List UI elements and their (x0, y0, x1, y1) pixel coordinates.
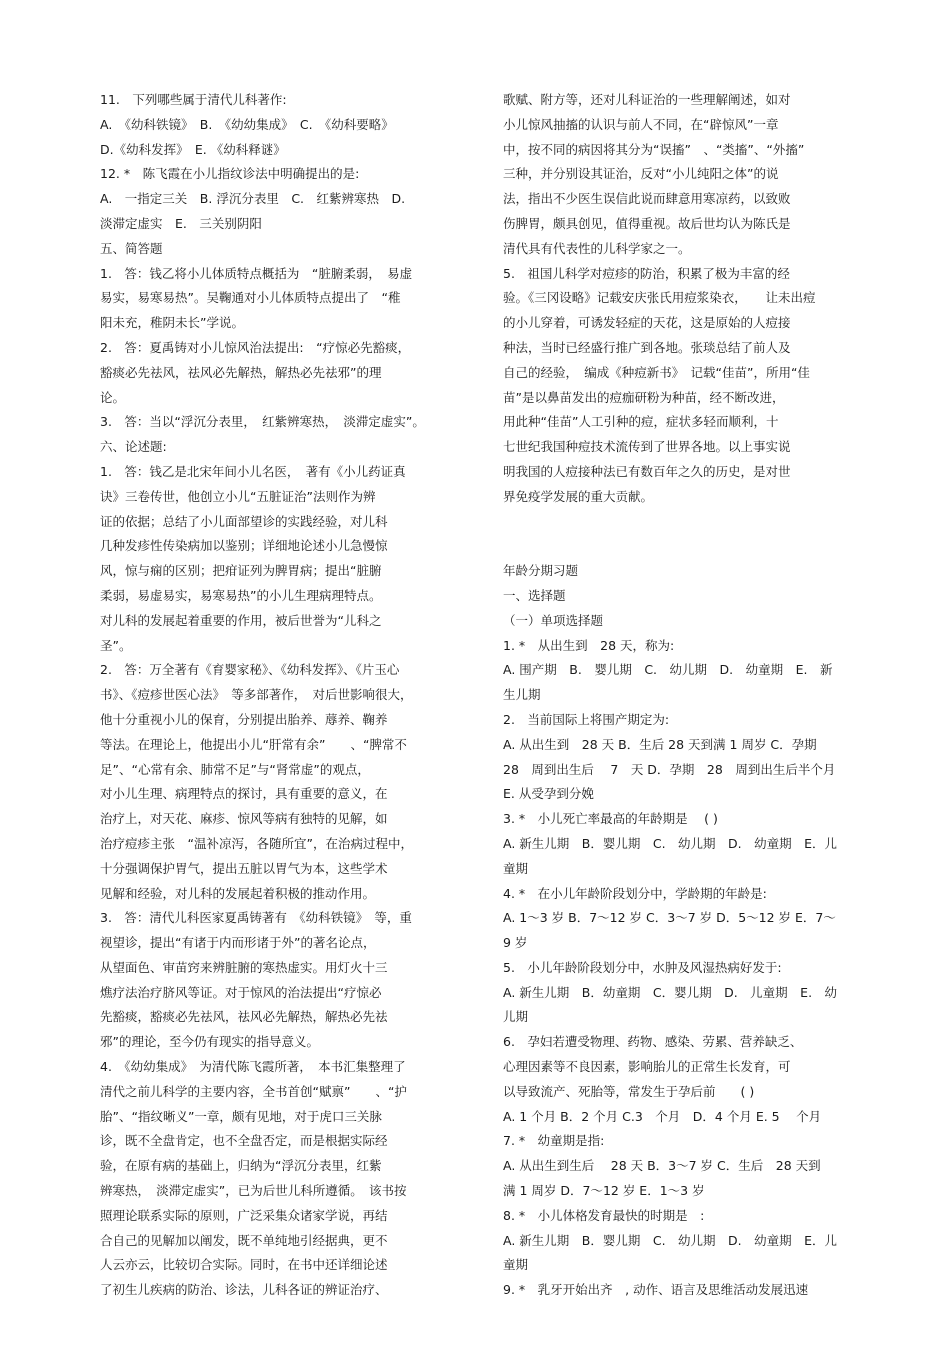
right-column-bottom-line: 以导致流产、死胎等，常发生于孕后前 ( ) (503, 1083, 755, 1099)
left-column-line: 证的依据；总结了小儿面部望诊的实践经验，对儿科 (100, 513, 388, 529)
right-column-top-line: 自己的经验， 编成《种痘新书》 记载“佳苗”，所用“佳 (503, 364, 810, 380)
left-column-line: 淡滞定虚实 E. 三关别阴阳 (100, 215, 262, 231)
right-column-bottom-line: 心理因素等不良因素，影响胎儿的正常生长发育，可 (503, 1059, 791, 1075)
left-column-line: 易实，易寒易热”。吴鞠通对小儿体质特点提出了 “稚 (100, 290, 401, 306)
right-column-top-line: 用此种“佳苗”人工引种的痘，症状多轻而顺利，十 (503, 414, 779, 430)
right-column-top-line: 伤脾胃，颇具创见，值得重视。故后世均认为陈氏是 (503, 215, 791, 231)
left-column-line: 视望诊，提出“有诸于内而形诸于外”的著名论点， (100, 935, 376, 951)
left-column-line: A. 一指定三关 B. 浮沉分表里 C. 红紫辨寒热 D. (100, 191, 406, 207)
right-column-bottom-line: 年龄分期习题 (503, 563, 579, 579)
left-column-line: 对儿科的发展起着重要的作用，被后世誉为“儿科之 (100, 612, 382, 628)
right-column-bottom-line: A. 新生儿期 B．幼童期 C．婴儿期 D. 儿童期 E. 幼 (503, 984, 838, 1000)
right-column-bottom-line: 9 岁 (503, 935, 528, 951)
right-column-top-line: 种法，当时已经盛行推广到各地。张琰总结了前人及 (503, 339, 791, 355)
right-column-top-line: 中，按不同的病因将其分为“误搐” 、“类搐”、“外搐” (503, 141, 805, 157)
right-column-top-line: 七世纪我国种痘技术流传到了世界各地。以上事实说 (503, 439, 791, 455)
right-column-bottom-line: A. 新生儿期 B．婴儿期 C. 幼儿期 D. 幼童期 E．儿 (503, 835, 838, 851)
left-column-line: 3. 答：清代儿科医家夏禹铸著有 《幼科铁镜》 等，重 (100, 910, 412, 926)
right-column-top-line: 界免疫学发展的重大贡献。 (503, 488, 654, 504)
left-column-line: 六、论述题: (100, 439, 167, 455)
right-column-bottom-line: A. 新生儿期 B．婴儿期 C. 幼儿期 D. 幼童期 E．儿 (503, 1232, 838, 1248)
left-column-line: 治疗痘疹主张 “温补凉泻，各随所宜”，在治病过程中， (100, 835, 413, 851)
right-column-bottom-line: 7. * 幼童期是指: (503, 1133, 605, 1149)
left-column (100, 88, 435, 1303)
right-column-bottom-line: 9. * 乳牙开始出齐 , 动作、语言及思维活动发展迅速 (503, 1282, 809, 1298)
right-column-bottom-line: 5. 小儿年龄阶段划分中，水肿及风湿热病好发于: (503, 959, 782, 975)
right-column-bottom-line: 满 1 周岁 D．7～12 岁 E．1～3 岁 (503, 1183, 705, 1199)
section-spacer (503, 510, 838, 535)
left-column-line: 诊，既不全盘肯定，也不全盘否定，而是根据实际经 (100, 1133, 388, 1149)
left-column-line: 豁痰必先祛风，祛风必先解热，解热必先祛邪”的理 (100, 364, 382, 380)
right-column-bottom-line: 一、选择题 (503, 587, 566, 603)
left-column-line: 1. 答：钱乙是北宋年间小儿名医， 著有《小儿药证真 (100, 463, 406, 479)
right-column-top-line: 验。《三冈设略》记载安庆张氏用痘浆染衣， 让未出痘 (503, 290, 816, 306)
left-column-line: 圣”。 (100, 637, 132, 653)
left-column-line: 4. 《幼幼集成》 为清代陈飞霞所著， 本书汇集整理了 (100, 1059, 406, 1075)
right-column-bottom-line: 2. 当前国际上将围产期定为: (503, 711, 670, 727)
left-column-line: 治疗上，对天花、麻疹、惊风等病有独特的见解，如 (100, 811, 388, 827)
right-column-bottom-line: 儿期 (503, 1009, 529, 1025)
right-column-bottom-line: A. 1～3 岁 B．7～12 岁 C．3～7 岁 D．5～12 岁 E．7～ (503, 910, 836, 926)
left-column-line: 风，惊与痫的区别；把疳证列为脾胃病；提出“脏腑 (100, 563, 382, 579)
left-column-line: 合自己的见解加以阐发，既不单纯地引经据典，更不 (100, 1232, 388, 1248)
left-column-line: 对小儿生理、病理特点的探讨，具有重要的意义，在 (100, 786, 388, 802)
right-column-top-line: 歌赋、附方等，还对儿科证治的一些理解阐述，如对 (503, 92, 791, 107)
right-column-top-line: 小儿惊风抽搐的认识与前人不同，在“辟惊风”一章 (503, 116, 779, 132)
left-column-line: 清代之前儿科学的主要内容，全书首创“赋禀” 、“护 (100, 1083, 407, 1099)
right-column-top-line: 明我国的人痘接种法已有数百年之久的历史，是对世 (503, 463, 791, 479)
left-column-line: 从望面色、审苗窍来辨脏腑的寒热虚实。用灯火十三 (100, 959, 388, 975)
left-column-line: 人云亦云，比较切合实际。同时，在书中还详细论述 (100, 1257, 388, 1273)
left-column-line: 等法。在理论上，他提出小儿“肝常有余” 、“脾常不 (100, 736, 407, 752)
left-column-line: 验，在原有病的基础上，归纳为“浮沉分表里，红紫 (100, 1158, 382, 1174)
right-column-bottom-line: A. 从出生到生后 28 天 B．3～7 岁 C．生后 28 天到 (503, 1158, 821, 1174)
right-column-bottom-line: A. 围产期 B. 婴儿期 C. 幼儿期 D. 幼童期 E. 新 (503, 662, 833, 678)
section-spacer (503, 534, 838, 559)
right-column-bottom-line: （一）单项选择题 (503, 612, 604, 628)
left-column-line: 胎”、“指纹晰义”一章，颇有见地，对于虎口三关脉 (100, 1108, 382, 1124)
left-column-line: 柔弱，易虚易实，易寒易热”的小儿生理病理特点。 (100, 587, 382, 603)
right-column-top-line: 清代具有代表性的儿科学家之一。 (503, 240, 691, 256)
left-column-line: 书》、《痘疹世医心法》 等多部著作， 对后世影响很大， (100, 687, 413, 703)
left-column-line: 几种发疹性传染病加以鉴别；详细地论述小儿急慢惊 (100, 538, 388, 554)
left-column-line: 足”、“心常有余、肺常不足”与“肾常虚”的观点， (100, 761, 370, 777)
right-column-bottom-line: 3. * 小儿死亡率最高的年龄期是 ( ) (503, 811, 718, 827)
left-column-line: 诀》三卷传世，他创立小儿“五脏证治”法则作为辨 (100, 488, 376, 504)
right-column (503, 88, 838, 1303)
left-column-line: 十分强调保护胃气，提出五脏以胃气为本，这些学术 (100, 860, 388, 876)
left-column-line: 了初生儿疾病的防治、诊法，儿科各证的辨证治疗、 (100, 1282, 388, 1298)
right-column-top-line: 三种，并分别设其证治，反对“小儿纯阳之体”的说 (503, 166, 779, 182)
left-column-line: 他十分重视小儿的保育，分别提出胎养、蓐养、鞠养 (100, 711, 388, 727)
left-column-line: 先豁痰，豁痰必先祛风，祛风必先解热，解热必先祛 (100, 1009, 388, 1025)
left-column-line: 1. 答：钱乙将小儿体质特点概括为 “脏腑柔弱， 易虚 (100, 265, 413, 281)
right-column-bottom-line: 8. * 小儿体格发育最快的时期是 : (503, 1207, 705, 1223)
left-column-line: 阳未充，稚阴未长”学说。 (100, 315, 244, 331)
left-column-line: 11. 下列哪些属于清代儿科著作: (100, 92, 287, 107)
right-column-bottom-line: A. 1 个月 B．2 个月 C.3 个月 D．4 个月 E. 5 个月 (503, 1108, 822, 1124)
left-column-line: 辨寒热， 淡滞定虚实”，已为后世儿科所遵循。 该书按 (100, 1183, 407, 1199)
left-column-line: 燋疗法治疗脐风等证。对于惊风的治法提出“疗惊必 (100, 984, 382, 1000)
right-column-bottom-line: 28 周到出生后 7 天 D．孕期 28 周到出生后半个月 (503, 761, 836, 777)
left-column-line: 邪”的理论，至今仍有现实的指导意义。 (100, 1034, 319, 1050)
right-column-bottom-line: 童期 (503, 860, 529, 876)
left-column-line: A. 《幼科铁镜》 B. 《幼幼集成》 C. 《幼科要略》 (100, 116, 394, 132)
left-column-line: D.《幼科发挥》 E. 《幼科释谜》 (100, 141, 286, 157)
left-column-line: 照理论联系实际的原则，广泛采集众诸家学说，再结 (100, 1207, 388, 1223)
right-column-bottom-line: 6. 孕妇若遭受物理、药物、感染、劳累、营养缺乏、 (503, 1034, 803, 1050)
right-column-bottom-line: 生儿期 (503, 687, 541, 703)
right-column-top-line: 的小儿穿着，可诱发轻症的天花，这是原始的人痘接 (503, 315, 791, 331)
left-column-line: 论。 (100, 389, 126, 405)
left-column-line: 2. 答：夏禹铸对小儿惊风治法提出: “疗惊必先豁痰， (100, 339, 411, 355)
left-column-line: 12. * 陈飞霞在小儿指纹诊法中明确提出的是: (100, 166, 360, 182)
left-column-line: 3. 答：当以“浮沉分表里， 红紫辨寒热， 淡滞定虚实”。 (100, 414, 425, 430)
right-column-bottom-line: 1. * 从出生到 28 天，称为: (503, 637, 675, 653)
left-column-line: 五、简答题 (100, 240, 163, 256)
right-column-top-line: 法，指出不少医生误信此说而肆意用寒凉药，以致败 (503, 191, 791, 207)
left-column-line: 见解和经验，对儿科的发展起着积极的推动作用。 (100, 885, 376, 901)
right-column-bottom-line: A. 从出生到 28 天 B．生后 28 天到满 1 周岁 C．孕期 (503, 736, 817, 752)
right-column-top-line: 5. 祖国儿科学对痘疹的防治，积累了极为丰富的经 (503, 265, 790, 281)
right-column-bottom-line: 4. * 在小儿年龄阶段划分中，学龄期的年龄是: (503, 885, 767, 901)
right-column-top-line: 苗”是以鼻苗发出的痘痂研粉为种苗，经不断改进， (503, 389, 785, 405)
left-column-line: 2. 答：万全著有《育婴家秘》、《幼科发挥》、《片玉心 (100, 662, 400, 678)
right-column-bottom-line: E. 从受孕到分娩 (503, 786, 594, 802)
right-column-bottom-line: 童期 (503, 1257, 529, 1273)
